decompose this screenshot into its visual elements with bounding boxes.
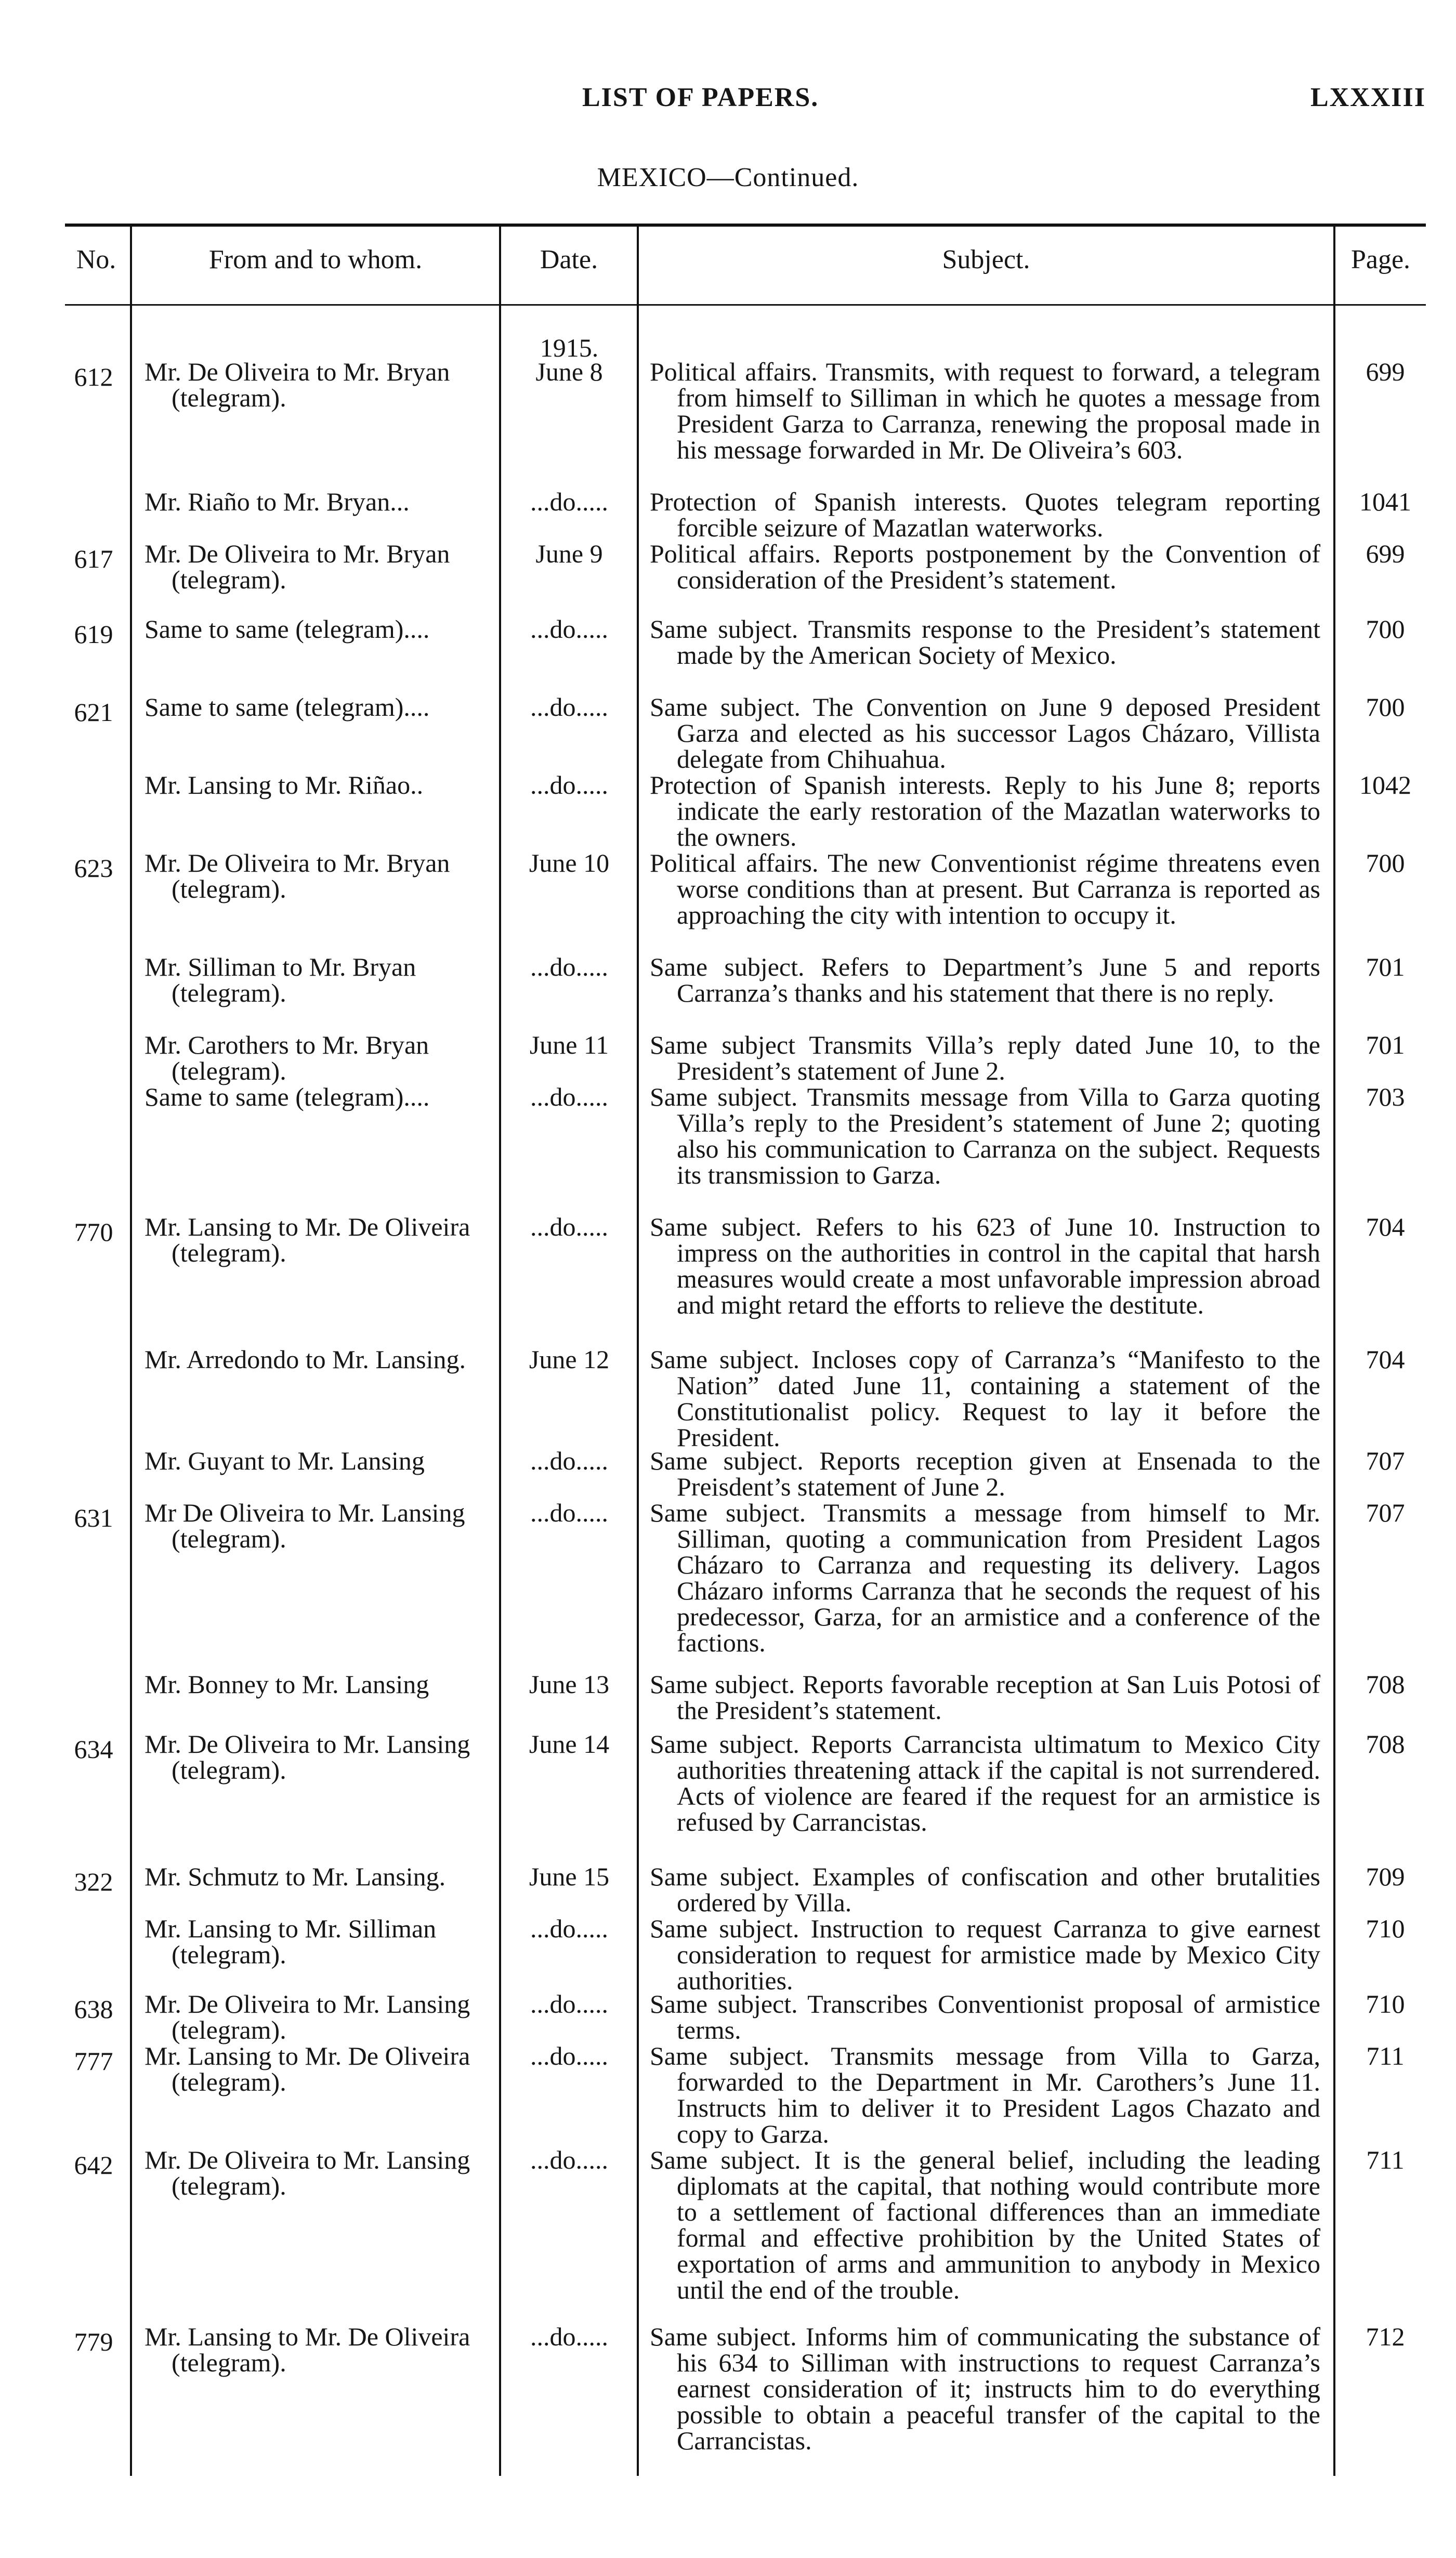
paper-subject: Same subject. Reports favorable reception at San Luis Potosi of the President’s statement. [650, 1670, 1320, 1725]
page-ref: 709 [1366, 1862, 1405, 1891]
paper-subject: Same subject. Transmits message from Villa to Garza quoting Villa’s reply to the President’s statement of June 2; quoting also his communication to Carranza on the subject. Requests its transmission to Garza. [650, 1082, 1320, 1189]
column-header-no: No. [76, 245, 116, 274]
paper-number: 322 [74, 1867, 113, 1896]
page-ref: 701 [1366, 1030, 1405, 1059]
paper-date: ...do..... [530, 952, 608, 981]
from-to: Mr. Riaño to Mr. Bryan... [145, 487, 410, 516]
from-to: Mr. De Oliveira to Mr. Lansing (telegram). [145, 2145, 470, 2200]
from-to: Same to same (telegram).... [145, 614, 430, 644]
paper-date: ...do..... [530, 1989, 608, 2018]
paper-subject: Political affairs. Reports postponement by the Convention of consideration of the President’s statement. [650, 539, 1320, 594]
page-ref: 700 [1366, 614, 1405, 644]
paper-date: ...do..... [530, 1498, 608, 1527]
paper-date: June 15 [529, 1862, 610, 1891]
page-ref: 704 [1366, 1345, 1405, 1374]
page-ref: 700 [1366, 848, 1405, 877]
page-roman-number: LXXXIII [1310, 83, 1426, 112]
paper-subject: Protection of Spanish interests. Reply to his June 8; reports indicate the early restoration of the Mazatlan waterworks to the owners. [650, 770, 1320, 851]
page-ref: 710 [1366, 1914, 1405, 1943]
paper-number: 619 [74, 620, 113, 649]
paper-subject: Same subject. Informs him of communicating the substance of his 634 to Silliman with instructions to request Carranza’s earnest consideration of it; instructs him to do everything possible to obtain a peaceful transfer of the capital to the Carrancistas. [650, 2322, 1320, 2455]
page-ref: 708 [1366, 1729, 1405, 1759]
paper-number: 623 [74, 854, 113, 883]
page-ref: 703 [1366, 1082, 1405, 1111]
page-ref: 699 [1366, 539, 1405, 568]
from-to: Mr. Arredondo to Mr. Lansing. [145, 1345, 466, 1374]
paper-number: 777 [74, 2047, 113, 2076]
paper-date: ...do..... [530, 2322, 608, 2351]
page-title: LIST OF PAPERS. [582, 83, 819, 112]
paper-number: 631 [74, 1503, 113, 1532]
from-to: Mr. Lansing to Mr. Riñao.. [145, 770, 424, 799]
from-to: Mr. Silliman to Mr. Bryan (telegram). [145, 952, 416, 1007]
paper-subject: Same subject. Reports reception given at Ensenada to the Preisdent’s statement of June 2. [650, 1446, 1320, 1501]
paper-number: 621 [74, 698, 113, 727]
from-to: Mr. De Oliveira to Mr. Bryan (telegram). [145, 539, 450, 594]
paper-number: 612 [74, 362, 113, 391]
paper-subject: Same subject. Transmits a message from himself to Mr. Silliman, quoting a communication from President Lagos Cházaro to Carranza and requesting its delivery. Lagos Cházaro informs Carranza that he seconds the request of his predecessor, Garza, for an armistice and a conference of the factions. [650, 1498, 1320, 1657]
paper-subject: Political affairs. Transmits, with request to forward, a telegram from himself to Silliman in which he quotes a message from President Garza to Carranza, renewing the proposal made in his message forwarded in Mr. De Oliveira’s 603. [650, 357, 1320, 464]
page-ref: 704 [1366, 1212, 1405, 1241]
from-to: Mr. De Oliveira to Mr. Lansing (telegram). [145, 1729, 470, 1785]
paper-number: 770 [74, 1217, 113, 1247]
paper-subject: Same subject. Examples of confiscation and other brutalities ordered by Villa. [650, 1862, 1320, 1917]
paper-subject: Political affairs. The new Conventionist régime threatens even worse conditions than at present. But Carranza is reported as approaching the city with intention to occupy it. [650, 848, 1320, 929]
column-divider [1333, 225, 1335, 2476]
page-ref: 712 [1366, 2322, 1405, 2351]
from-to: Mr. Lansing to Mr. De Oliveira (telegram). [145, 1212, 470, 1267]
page-ref: 707 [1366, 1498, 1405, 1527]
page-ref: 1042 [1359, 770, 1411, 799]
from-to: Mr. De Oliveira to Mr. Bryan (telegram). [145, 357, 450, 412]
paper-number: 642 [74, 2150, 113, 2180]
from-to: Mr. Lansing to Mr. De Oliveira (telegram). [145, 2041, 470, 2096]
page-ref: 708 [1366, 1670, 1405, 1699]
page-ref: 699 [1366, 357, 1405, 386]
paper-subject: Same subject. Reports Carrancista ultimatum to Mexico City authorities threatening attack if the capital is not surrendered. Acts of violence are feared if the request for an armistice is refused by Carrancistas. [650, 1729, 1320, 1836]
table-top-rule [65, 224, 1426, 227]
paper-subject: Same subject. The Convention on June 9 deposed President Garza and elected as his successor Lagos Cházaro, Villista delegate from Chihuahua. [650, 692, 1320, 773]
paper-number: 779 [74, 2327, 113, 2356]
from-to: Mr. De Oliveira to Mr. Bryan (telegram). [145, 848, 450, 903]
paper-date: ...do..... [530, 1212, 608, 1241]
paper-subject: Same subject. Incloses copy of Carranza’s “Manifesto to the Nation” dated June 11, containing a statement of the Constitutionalist policy. Request to lay it before the President. [650, 1345, 1320, 1452]
column-divider [637, 225, 639, 2476]
column-divider [499, 225, 501, 2476]
table-header-rule [65, 304, 1426, 306]
paper-date: ...do..... [530, 1446, 608, 1475]
page-ref: 700 [1366, 692, 1405, 722]
from-to: Mr. Lansing to Mr. Silliman (telegram). [145, 1914, 437, 1969]
column-header-from: From and to whom. [208, 245, 423, 274]
from-to: Same to same (telegram).... [145, 1082, 430, 1111]
from-to: Same to same (telegram).... [145, 692, 430, 722]
paper-date: June 14 [529, 1729, 610, 1759]
paper-date: June 9 [535, 539, 603, 568]
page-ref: 701 [1366, 952, 1405, 981]
paper-number: 617 [74, 544, 113, 573]
from-to: Mr. Bonney to Mr. Lansing [145, 1670, 429, 1699]
column-divider [130, 225, 132, 2476]
paper-date: June 10 [529, 848, 610, 877]
paper-subject: Same subject. It is the general belief, including the leading diplomats at the capital, that nothing would contribute more to a settlement of factional differences than an immediate formal and effective prohibition by the United States of exportation of arms and ammunition to anybody in Mexico until the end of the trouble. [650, 2145, 1320, 2304]
paper-subject: Same subject. Transmits message from Villa to Garza, forwarded to the Department in Mr. Carothers’s June 11. Instructs him to deliver it to President Lagos Chazato and copy to Garza. [650, 2041, 1320, 2148]
page-ref: 707 [1366, 1446, 1405, 1475]
paper-subject: Same subject. Instruction to request Carranza to give earnest consideration to request for armistice made by Mexico City authorities. [650, 1914, 1320, 1995]
from-to: Mr. De Oliveira to Mr. Lansing (telegram). [145, 1989, 470, 2044]
paper-date: ...do..... [530, 692, 608, 722]
paper-date: ...do..... [530, 614, 608, 644]
from-to: Mr. Carothers to Mr. Bryan (telegram). [145, 1030, 429, 1085]
paper-date: June 11 [529, 1030, 609, 1059]
paper-date: ...do..... [530, 487, 608, 516]
paper-subject: Same subject. Transmits response to the President’s statement made by the American Society of Mexico. [650, 614, 1320, 670]
paper-subject: Same subject. Refers to his 623 of June 10. Instruction to impress on the authorities in control in the capital that harsh measures would create a most unfavorable impression abroad and might retard the efforts to relieve the destitute. [650, 1212, 1320, 1319]
paper-date: June 12 [529, 1345, 610, 1374]
year-label: 1915. [540, 333, 599, 362]
page-ref: 1041 [1359, 487, 1411, 516]
paper-date: ...do..... [530, 2145, 608, 2174]
paper-subject: Same subject. Refers to Department’s June 5 and reports Carranza’s thanks and his statement that there is no reply. [650, 952, 1320, 1007]
page-ref: 710 [1366, 1989, 1405, 2018]
column-header-date: Date. [540, 245, 598, 274]
from-to: Mr De Oliveira to Mr. Lansing (telegram). [145, 1498, 465, 1553]
page-ref: 711 [1366, 2041, 1405, 2070]
paper-date: ...do..... [530, 770, 608, 799]
paper-date: June 13 [529, 1670, 610, 1699]
paper-date: June 8 [535, 357, 603, 386]
from-to: Mr. Guyant to Mr. Lansing [145, 1446, 425, 1475]
section-title: MEXICO—Continued. [597, 163, 859, 192]
page-ref: 711 [1366, 2145, 1405, 2174]
page-header [582, 82, 1426, 119]
paper-subject: Same subject. Transcribes Conventionist proposal of armistice terms. [650, 1989, 1320, 2044]
paper-date: ...do..... [530, 1914, 608, 1943]
paper-date: ...do..... [530, 1082, 608, 1111]
column-header-subject: Subject. [942, 245, 1030, 274]
paper-number: 634 [74, 1735, 113, 1764]
from-to: Mr. Lansing to Mr. De Oliveira (telegram). [145, 2322, 470, 2377]
from-to: Mr. Schmutz to Mr. Lansing. [145, 1862, 446, 1891]
paper-number: 638 [74, 1995, 113, 2024]
paper-subject: Protection of Spanish interests. Quotes telegram reporting forcible seizure of Mazatlan waterworks. [650, 487, 1320, 542]
paper-subject: Same subject Transmits Villa’s reply dated June 10, to the President’s statement of June 2. [650, 1030, 1320, 1085]
paper-date: ...do..... [530, 2041, 608, 2070]
column-header-page: Page. [1350, 245, 1411, 274]
